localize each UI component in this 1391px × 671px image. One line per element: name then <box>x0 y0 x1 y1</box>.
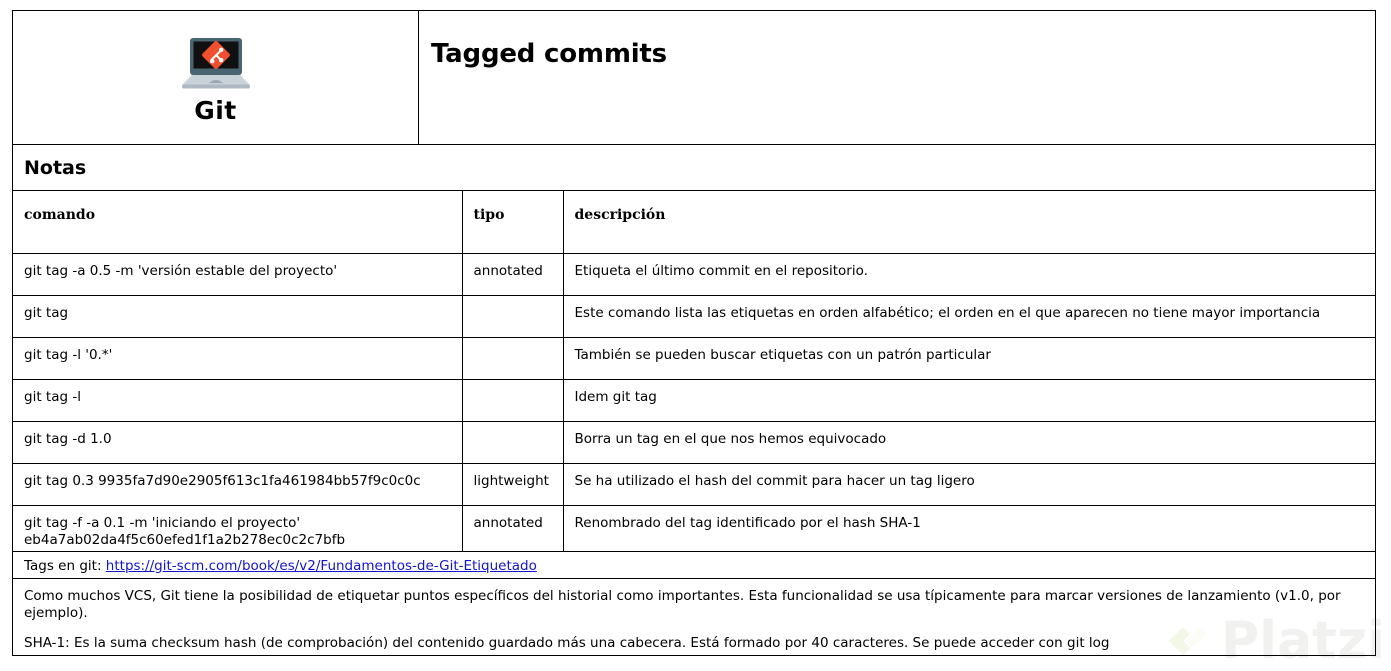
cell-tipo: annotated <box>462 505 563 551</box>
cell-comando-line2: eb4a7ab02da4f5c60efed1f1a2b278ec0c2c7bfb <box>24 531 346 548</box>
cell-comando: git tag -d 1.0 <box>13 421 462 463</box>
platzi-watermark-text: Platzi <box>1221 611 1385 671</box>
table-row <box>13 505 1375 551</box>
cell-comando-line1: git tag -f -a 0.1 -m 'iniciando el proyecto' <box>24 514 301 531</box>
table-row <box>13 463 1375 505</box>
cell-tipo <box>462 295 563 337</box>
cell-tipo <box>462 379 563 421</box>
cell-tipo <box>462 421 563 463</box>
table-row <box>13 379 1375 421</box>
cell-descripcion: Idem git tag <box>563 379 1375 421</box>
cell-comando: git tag <box>13 295 462 337</box>
cell-comando <box>13 505 462 551</box>
column-header-descripcion: descripción <box>563 191 1375 253</box>
page-title: Tagged commits <box>431 39 667 69</box>
cell-descripcion: También se pueden buscar etiquetas con un patrón particular <box>563 337 1375 379</box>
cell-descripcion: Borra un tag en el que nos hemos equivocado <box>563 421 1375 463</box>
table-header-row <box>13 191 1375 253</box>
brand-name: Git <box>194 96 237 125</box>
document-sheet <box>12 10 1376 656</box>
commands-table <box>13 191 1375 552</box>
title-cell <box>419 11 1375 144</box>
footer-link-row <box>13 552 1375 579</box>
table-row <box>13 337 1375 379</box>
brand-cell <box>13 11 419 144</box>
cell-comando: git tag -a 0.5 -m 'versión estable del proyecto' <box>13 253 462 295</box>
table-row <box>13 421 1375 463</box>
footer-paragraph-1: Como muchos VCS, Git tiene la posibilidad de etiquetar puntos específicos del historial como importantes. Esta funcionalidad se usa típicamente para marcar versiones de lanzamiento (v1.0, por ejemplo). <box>24 587 1341 622</box>
cell-descripcion: Se ha utilizado el hash del commit para hacer un tag ligero <box>563 463 1375 505</box>
cell-comando: git tag 0.3 9935fa7d90e2905f613c1fa461984bb57f9c0c0c <box>13 463 462 505</box>
cell-descripcion: Etiqueta el último commit en el repositorio. <box>563 253 1375 295</box>
cell-tipo: lightweight <box>462 463 563 505</box>
cell-comando: git tag -l <box>13 379 462 421</box>
footer <box>13 552 1375 653</box>
footer-paragraph-2: SHA-1: Es la suma checksum hash (de comprobación) del contenido guardado más una cabecera. Está formado por 40 caracteres. Se puede acceder con git log <box>24 635 1110 652</box>
git-book-link[interactable]: https://git-scm.com/book/es/v2/Fundamentos-de-Git-Etiquetado <box>105 557 537 574</box>
title-band <box>13 11 1375 145</box>
cell-tipo: annotated <box>462 253 563 295</box>
table-row <box>13 295 1375 337</box>
cell-descripcion: Renombrado del tag identificado por el hash SHA-1 <box>563 505 1375 551</box>
column-header-tipo: tipo <box>462 191 563 253</box>
table-row <box>13 253 1375 295</box>
notas-title: Notas <box>24 156 87 179</box>
footer-link-label: Tags en git: <box>24 557 102 574</box>
cell-tipo <box>462 337 563 379</box>
git-laptop-icon <box>179 36 253 92</box>
column-header-comando: comando <box>13 191 462 253</box>
cell-comando: git tag -l '0.*' <box>13 337 462 379</box>
notas-section-header <box>13 145 1375 191</box>
cell-descripcion: Este comando lista las etiquetas en orden alfabético; el orden en el que aparecen no tiene mayor importancia <box>563 295 1375 337</box>
